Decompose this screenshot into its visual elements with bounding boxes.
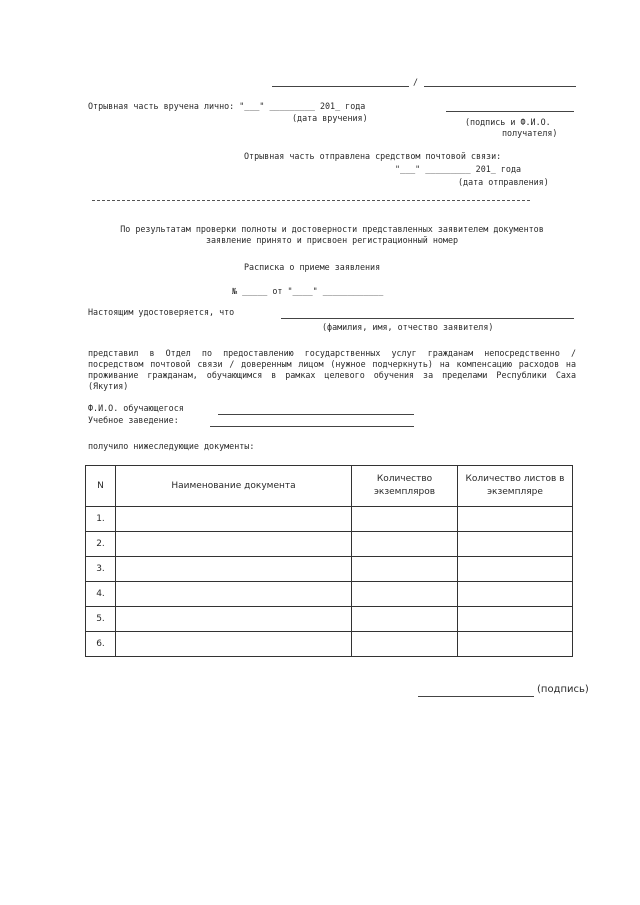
school-label: Учебное заведение:: [88, 415, 179, 425]
issue-date-caption: (дата вручения): [292, 113, 368, 123]
header-sheets: Количество листов в экземпляре: [458, 466, 573, 507]
issued-in-person-text: Отрывная часть вручена лично: "___" _________ 201_ года: [88, 101, 366, 111]
header-copies: Количество экземпляров: [352, 466, 458, 507]
recipient-caption-2: получателя): [502, 128, 558, 138]
copies-cell[interactable]: [352, 532, 458, 557]
footer-signature-line[interactable]: [418, 696, 534, 697]
registration-number-line: № _____ от "____" ____________: [232, 286, 384, 296]
table-row: [86, 557, 573, 582]
school-name-line[interactable]: [210, 426, 414, 427]
copies-cell[interactable]: [352, 632, 458, 657]
check-result-text: По результатам проверки полноты и достоверности представленных заявителем документов заявление принято и присвоен регистрационный номер: [120, 224, 544, 245]
row-number: 6.: [86, 632, 116, 657]
row-number: 1.: [86, 507, 116, 532]
receipt-title: Расписка о приеме заявления: [244, 262, 381, 272]
sent-date-text: "___" _________ 201_ года: [395, 164, 522, 174]
recipient-caption-1: (подпись и Ф.И.О.: [465, 117, 551, 127]
header-document-name: Наименование документа: [116, 466, 352, 507]
documents-table: [85, 465, 573, 657]
sent-by-mail-text: Отрывная часть отправлена средством почтовой связи:: [244, 151, 502, 161]
submitted-text: представил в Отдел по предоставлению государственных услуг гражданам непосредственно / посредством почтовой связи / доверенным лицом (нужное подчеркнуть) на компенсацию расходов на проживание гражданам, обучающимся в рамках целевого обучения за пределами Республики Саха (Якутия): [88, 348, 576, 391]
top-signature-line-right[interactable]: [424, 86, 576, 87]
document-name-cell[interactable]: [116, 507, 352, 532]
copies-cell[interactable]: [352, 582, 458, 607]
table-header-row: [86, 466, 573, 507]
row-number: 3.: [86, 557, 116, 582]
sheets-cell[interactable]: [458, 507, 573, 532]
tear-off-line: [92, 200, 530, 201]
copies-cell[interactable]: [352, 507, 458, 532]
sheets-cell[interactable]: [458, 557, 573, 582]
table-row: [86, 582, 573, 607]
sheets-cell[interactable]: [458, 582, 573, 607]
header-number: N: [86, 466, 116, 507]
document-name-cell[interactable]: [116, 557, 352, 582]
document-name-cell[interactable]: [116, 582, 352, 607]
table-row: [86, 607, 573, 632]
student-label: Ф.И.О. обучающегося: [88, 403, 184, 413]
table-row: [86, 632, 573, 657]
recipient-signature-line[interactable]: [446, 111, 574, 112]
copies-cell[interactable]: [352, 557, 458, 582]
sent-date-caption: (дата отправления): [458, 177, 549, 187]
row-number: 2.: [86, 532, 116, 557]
row-number: 5.: [86, 607, 116, 632]
certify-prefix: Настоящим удостоверяется, что: [88, 307, 235, 317]
copies-cell[interactable]: [352, 607, 458, 632]
table-row: [86, 507, 573, 532]
applicant-name-line[interactable]: [281, 318, 574, 319]
sheets-cell[interactable]: [458, 632, 573, 657]
document-name-cell[interactable]: [116, 607, 352, 632]
applicant-caption: (фамилия, имя, отчество заявителя): [322, 322, 494, 332]
top-signature-line-left[interactable]: [272, 86, 409, 87]
student-name-line[interactable]: [218, 414, 414, 415]
sheets-cell[interactable]: [458, 607, 573, 632]
footer-signature-caption: (подпись): [537, 684, 589, 695]
received-docs-text: получило нижеследующие документы:: [88, 441, 255, 451]
top-slash: /: [413, 77, 419, 87]
document-name-cell[interactable]: [116, 632, 352, 657]
table-row: [86, 532, 573, 557]
document-name-cell[interactable]: [116, 532, 352, 557]
sheets-cell[interactable]: [458, 532, 573, 557]
row-number: 4.: [86, 582, 116, 607]
